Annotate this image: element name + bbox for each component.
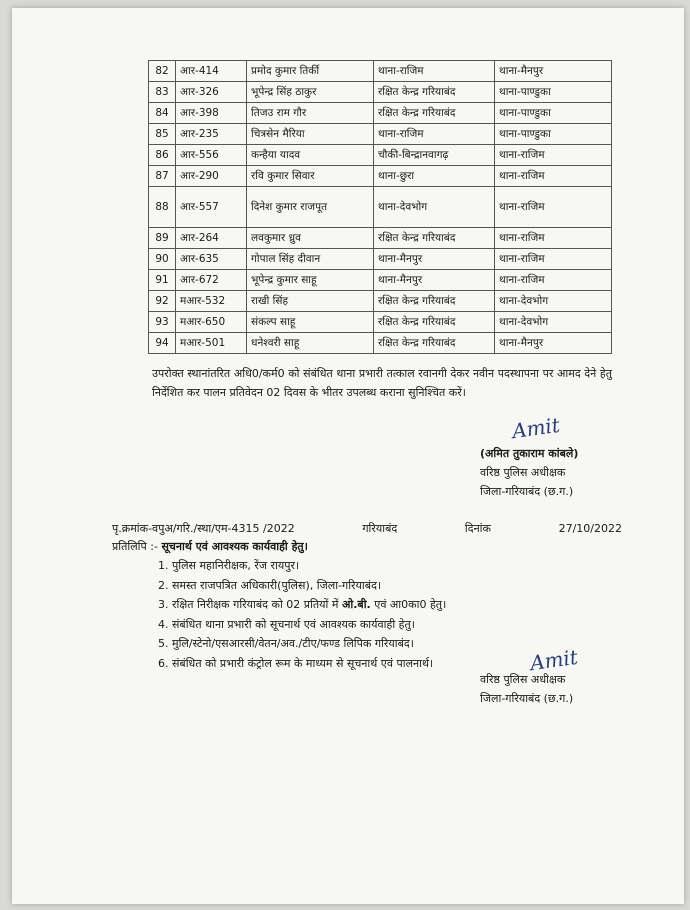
to-posting-cell: थाना-देवभोग xyxy=(495,312,612,333)
officer-designation: वरिष्ठ पुलिस अधीक्षक xyxy=(480,466,566,479)
to-posting-cell: थाना-पाण्डुका xyxy=(495,124,612,145)
to-posting-cell: थाना-पाण्डुका xyxy=(495,82,612,103)
serial-cell: 93 xyxy=(149,312,176,333)
from-posting-cell: रक्षित केन्द्र गरियाबंद xyxy=(374,291,495,312)
from-posting-cell: थाना-मैनपुर xyxy=(374,249,495,270)
list-item: 6. संबंधित को प्रभारी कंट्रोल रूम के माध्यम से सूचनार्थ एवं पालनार्थ। xyxy=(158,656,434,670)
table-row xyxy=(149,228,612,249)
table-row xyxy=(149,145,612,166)
signature-mark-bottom: Amit xyxy=(528,644,580,676)
instruction-paragraph: उपरोक्त स्थानांतरित अधि0/कर्म0 को संबंधित थाना प्रभारी तत्काल रवानगी देकर नवीन पदस्थापना पर आमद देने हेतु निर्देशित कर पालन प्रतिवेदन 02 दिवस के भीतर उपलब्ध कराना सुनिश्चित करें। xyxy=(152,367,612,399)
badge-number-cell: आर-264 xyxy=(176,228,247,249)
list-item: 2. समस्त राजपत्रित अधिकारी(पुलिस), जिला-गरियाबंद। xyxy=(158,578,382,592)
reference-block xyxy=(112,520,622,556)
serial-cell: 85 xyxy=(149,124,176,145)
reference-date: 27/10/2022 xyxy=(558,522,622,535)
from-posting-cell: थाना-राजिम xyxy=(374,61,495,82)
from-posting-cell: थाना-छुरा xyxy=(374,166,495,187)
table-row xyxy=(149,187,612,228)
officer-district: जिला-गरियाबंद (छ.ग.) xyxy=(480,692,574,705)
badge-number-cell: मआर-501 xyxy=(176,333,247,354)
officer-designation: वरिष्ठ पुलिस अधीक्षक xyxy=(480,673,566,686)
table-row xyxy=(149,61,612,82)
name-cell: संकल्प साहू xyxy=(247,312,374,333)
serial-cell: 92 xyxy=(149,291,176,312)
serial-cell: 94 xyxy=(149,333,176,354)
badge-number-cell: आर-557 xyxy=(176,187,247,228)
name-cell: तिजउ राम गौर xyxy=(247,103,374,124)
table-row xyxy=(149,124,612,145)
list-item: 4. संबंधित थाना प्रभारी को सूचनार्थ एवं आवश्यक कार्यवाही हेतु। xyxy=(158,617,415,631)
signature-block-bottom xyxy=(480,670,573,708)
badge-number-cell: मआर-650 xyxy=(176,312,247,333)
badge-number-cell: आर-290 xyxy=(176,166,247,187)
copy-recipients-list xyxy=(158,556,446,673)
reference-line xyxy=(112,520,622,538)
to-posting-cell: थाना-राजिम xyxy=(495,249,612,270)
serial-cell: 90 xyxy=(149,249,176,270)
badge-number-cell: आर-414 xyxy=(176,61,247,82)
document-page xyxy=(12,8,684,904)
name-cell: लवकुमार ध्रुव xyxy=(247,228,374,249)
signature-mark-top: Amit xyxy=(510,412,562,444)
reference-place: गरियाबंद xyxy=(362,522,398,535)
table-row xyxy=(149,333,612,354)
name-cell: दिनेश कुमार राजपूत xyxy=(247,187,374,228)
name-cell: गोपाल सिंह दीवान xyxy=(247,249,374,270)
from-posting-cell: थाना-राजिम xyxy=(374,124,495,145)
table-row xyxy=(149,270,612,291)
to-posting-cell: थाना-मैनपुर xyxy=(495,333,612,354)
table-row xyxy=(149,312,612,333)
reference-number: पृ.क्रमांक-वपुअ/गरि./स्था/एम-4315 /2022 xyxy=(112,522,295,535)
serial-cell: 82 xyxy=(149,61,176,82)
badge-number-cell: आर-326 xyxy=(176,82,247,103)
serial-cell: 87 xyxy=(149,166,176,187)
badge-number-cell: आर-235 xyxy=(176,124,247,145)
from-posting-cell: थाना-मैनपुर xyxy=(374,270,495,291)
serial-cell: 89 xyxy=(149,228,176,249)
copy-purpose: सूचनार्थ एवं आवश्यक कार्यवाही हेतु। xyxy=(161,540,308,553)
table-row xyxy=(149,249,612,270)
to-posting-cell: थाना-राजिम xyxy=(495,145,612,166)
name-cell: धनेश्वरी साहू xyxy=(247,333,374,354)
serial-cell: 86 xyxy=(149,145,176,166)
serial-cell: 83 xyxy=(149,82,176,103)
to-posting-cell: थाना-मैनपुर xyxy=(495,61,612,82)
from-posting-cell: रक्षित केन्द्र गरियाबंद xyxy=(374,82,495,103)
badge-number-cell: आर-398 xyxy=(176,103,247,124)
serial-cell: 84 xyxy=(149,103,176,124)
table-row xyxy=(149,82,612,103)
transfer-table xyxy=(148,60,612,354)
table-row xyxy=(149,166,612,187)
to-posting-cell: थाना-राजिम xyxy=(495,270,612,291)
officer-name: (अमित तुकाराम कांबले) xyxy=(480,447,579,460)
name-cell: प्रमोद कुमार तिर्की xyxy=(247,61,374,82)
to-posting-cell: थाना-राजिम xyxy=(495,187,612,228)
name-cell: भूपेन्द्र कुमार साहू xyxy=(247,270,374,291)
from-posting-cell: थाना-देवभोग xyxy=(374,187,495,228)
from-posting-cell: रक्षित केन्द्र गरियाबंद xyxy=(374,312,495,333)
to-posting-cell: थाना-राजिम xyxy=(495,228,612,249)
badge-number-cell: आर-635 xyxy=(176,249,247,270)
serial-cell: 88 xyxy=(149,187,176,228)
copy-label: प्रतिलिपि :- xyxy=(112,540,158,553)
transfer-table-body xyxy=(149,61,612,354)
name-cell: रवि कुमार सिवार xyxy=(247,166,374,187)
badge-number-cell: मआर-532 xyxy=(176,291,247,312)
to-posting-cell: थाना-राजिम xyxy=(495,166,612,187)
from-posting-cell: रक्षित केन्द्र गरियाबंद xyxy=(374,333,495,354)
serial-cell: 91 xyxy=(149,270,176,291)
name-cell: भूपेन्द्र सिंह ठाकुर xyxy=(247,82,374,103)
table-row xyxy=(149,291,612,312)
name-cell: राखी सिंह xyxy=(247,291,374,312)
officer-district: जिला-गरियाबंद (छ.ग.) xyxy=(480,485,574,498)
from-posting-cell: रक्षित केन्द्र गरियाबंद xyxy=(374,103,495,124)
to-posting-cell: थाना-देवभोग xyxy=(495,291,612,312)
table-row xyxy=(149,103,612,124)
reference-date-label: दिनांक xyxy=(464,522,491,535)
badge-number-cell: आर-556 xyxy=(176,145,247,166)
list-item: 5. मुलि/स्टेनो/एसआरसी/वेतन/अव./टीए/फण्ड लिपिक गरियाबंद। xyxy=(158,637,414,650)
to-posting-cell: थाना-पाण्डुका xyxy=(495,103,612,124)
badge-number-cell: आर-672 xyxy=(176,270,247,291)
name-cell: कन्हैया यादव xyxy=(247,145,374,166)
name-cell: चित्रसेन मैरिया xyxy=(247,124,374,145)
copy-line xyxy=(112,538,622,556)
list-item: 3. रक्षित निरीक्षक गरियाबंद को 02 प्रतियों में ओ.बी. एवं आ0का0 हेतु। xyxy=(158,598,447,611)
signature-block-top xyxy=(480,444,578,501)
from-posting-cell: चौकी-बिन्द्रानवागढ़ xyxy=(374,145,495,166)
from-posting-cell: रक्षित केन्द्र गरियाबंद xyxy=(374,228,495,249)
list-item: 1. पुलिस महानिरीक्षक, रेंज रायपुर। xyxy=(158,559,300,572)
